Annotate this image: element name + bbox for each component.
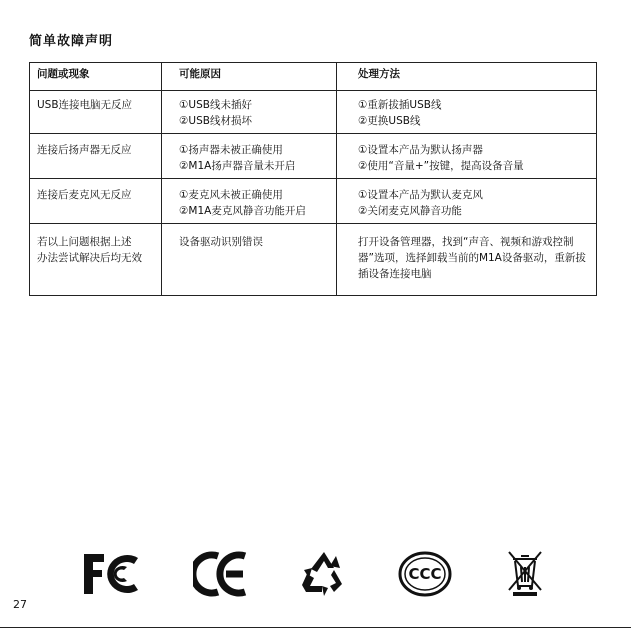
problem-cell <box>30 91 162 134</box>
certification-logos <box>0 548 631 600</box>
solution-cell <box>337 91 597 134</box>
cause-cell <box>162 134 337 179</box>
troubleshooting-table <box>29 62 597 296</box>
fcc-mark <box>80 548 142 600</box>
solution-text: ②使用“音量+”按键，提高设备音量 <box>358 160 524 172</box>
weee-bin-icon <box>506 548 544 600</box>
page-number: 27 <box>13 598 27 611</box>
solution-text: ①设置本产品为默认扬声器 <box>358 144 483 156</box>
ce-mark <box>193 548 251 600</box>
problem-text: 办法尝试解决后均无效 <box>37 252 142 264</box>
solution-cell <box>337 179 597 224</box>
solution-text: ①重新拔插USB线 <box>358 99 442 111</box>
cause-cell <box>162 91 337 134</box>
problem-cell <box>30 134 162 179</box>
table-row <box>30 224 597 296</box>
problem-cell <box>30 224 162 296</box>
table-row <box>30 91 597 134</box>
solution-cell <box>337 224 597 296</box>
ccc-mark <box>397 548 453 600</box>
solution-text: ①设置本产品为默认麦克风 <box>358 189 483 201</box>
solution-cell <box>337 134 597 179</box>
bottom-divider <box>0 627 631 628</box>
ccc-label: CCC <box>408 565 442 583</box>
cause-text: ②M1A扬声器音量未开启 <box>179 160 296 172</box>
recycle-icon <box>300 548 348 598</box>
problem-text: 连接后扬声器无反应 <box>37 144 132 156</box>
table-row <box>30 134 597 179</box>
table-row <box>30 179 597 224</box>
cause-text: ①USB线未插好 <box>179 99 252 111</box>
problem-cell <box>30 179 162 224</box>
problem-text: 连接后麦克风无反应 <box>37 189 132 201</box>
header-problem: 问题或现象 <box>30 63 162 91</box>
cause-text: ②USB线材损坏 <box>179 115 252 127</box>
cause-text: 设备驱动识别错误 <box>179 236 263 248</box>
table-header-row <box>30 63 597 91</box>
solution-text: 打开设备管理器，找到“声音、视频和游戏控制器”选项，选择卸载当前的M1A设备驱动，重新拔插设备连接电脑 <box>358 236 586 280</box>
header-solution: 处理方法 <box>337 63 597 91</box>
cause-cell <box>162 224 337 296</box>
problem-text: 若以上问题根据上述 <box>37 236 132 248</box>
solution-text: ②关闭麦克风静音功能 <box>358 205 462 217</box>
problem-text: USB连接电脑无反应 <box>37 99 133 111</box>
header-cause: 可能原因 <box>162 63 337 91</box>
cause-cell <box>162 179 337 224</box>
solution-text: ②更换USB线 <box>358 115 421 127</box>
cause-text: ①扬声器未被正确使用 <box>179 144 283 156</box>
cause-text: ②M1A麦克风静音功能开启 <box>179 205 306 217</box>
cause-text: ①麦克风未被正确使用 <box>179 189 283 201</box>
page-title: 简单故障声明 <box>29 34 114 49</box>
